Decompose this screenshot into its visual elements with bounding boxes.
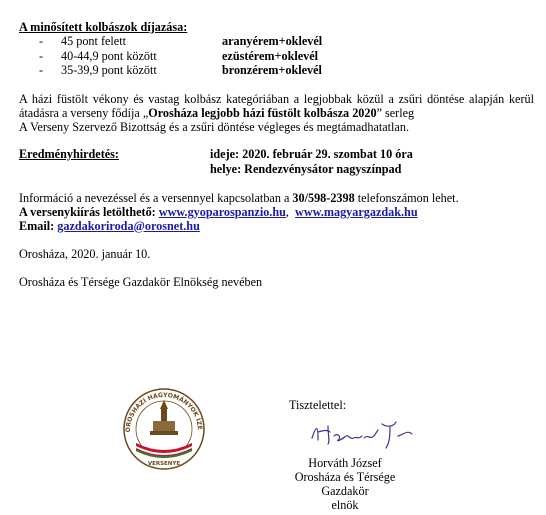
- greeting: Tisztelettel:: [289, 398, 347, 412]
- date-line: Orosháza, 2020. január 10.: [19, 246, 151, 261]
- main-paragraph: [19, 92, 534, 120]
- signer-org: Orosháza és Térsége Gazdakör: [294, 470, 396, 498]
- awards-heading: A minősített kolbászok díjazása:: [19, 20, 188, 34]
- award-row: [19, 34, 534, 49]
- bullet-dash: -: [39, 48, 44, 63]
- magyargazdak-link[interactable]: www.magyargazdak.hu: [295, 204, 418, 219]
- award-prize: bronzérem+oklevél: [222, 63, 322, 77]
- download-label: A versenykiírás letölthető:: [19, 204, 159, 219]
- paragraph-text: A házi füstölt vékony és vastag kolbász kategóriában a legjobbak közül a zsűri döntése alapján kerül átadásra a verseny fődíja „: [19, 91, 534, 120]
- committee-line: A Verseny Szervező Bizottság és a zsűri döntése végleges és megtámadhatatlan.: [19, 119, 409, 134]
- grand-prize-title: Orosháza legjobb házi füstölt kolbásza 2020: [148, 105, 377, 120]
- result-place: helye: Rendezvénysátor nagyszínpad: [210, 161, 402, 176]
- award-prize: aranyérem+oklevél: [222, 34, 323, 48]
- award-prize: ezüstérem+oklevél: [222, 48, 319, 63]
- email-line: [19, 219, 534, 233]
- download-line: [19, 205, 534, 219]
- signer-title: elnök: [331, 498, 359, 512]
- result-row: [19, 147, 534, 162]
- bullet-dash: -: [39, 34, 44, 48]
- paragraph-text-end: ” serleg: [376, 105, 415, 120]
- email-label: Email:: [19, 218, 58, 233]
- result-row: [19, 162, 534, 177]
- award-range: 45 pont felett: [61, 34, 126, 48]
- result-label: Eredményhirdetés:: [19, 146, 119, 161]
- info-text-end: telefonszámon lehet.: [354, 190, 459, 205]
- bullet-dash: -: [39, 63, 44, 77]
- document-body: [19, 20, 534, 289]
- signature-block: [270, 456, 420, 512]
- org-line: Orosháza és Térsége Gazdakör Elnökség nevében: [19, 274, 263, 289]
- phone-number: 30/598-2398: [292, 190, 355, 205]
- result-time: ideje: 2020. február 29. szombat 10 óra: [210, 146, 413, 161]
- info-text: Információ a nevezéssel és a versennyel kapcsolatban a: [19, 190, 293, 205]
- award-range: 35-39,9 pont között: [61, 63, 157, 77]
- handwritten-signature: [308, 416, 418, 452]
- svg-text:OROSHÁZI HAGYOMÁNYOK ÍZEI: OROSHÁZI HAGYOMÁNYOK ÍZE: [124, 391, 204, 433]
- gyoparospanzio-link[interactable]: www.gyoparospanzio.hu: [158, 204, 286, 219]
- seal-logo: [120, 385, 208, 471]
- signer-name: Horváth József: [308, 456, 382, 470]
- info-line: [19, 191, 534, 205]
- svg-text:VERSENYE: VERSENYE: [147, 461, 181, 467]
- link-separator: ,: [285, 204, 296, 219]
- award-range: 40-44,9 pont között: [61, 48, 157, 63]
- award-row: [19, 49, 534, 64]
- email-link[interactable]: gazdakoriroda@orosnet.hu: [57, 218, 200, 233]
- award-row: [19, 63, 534, 78]
